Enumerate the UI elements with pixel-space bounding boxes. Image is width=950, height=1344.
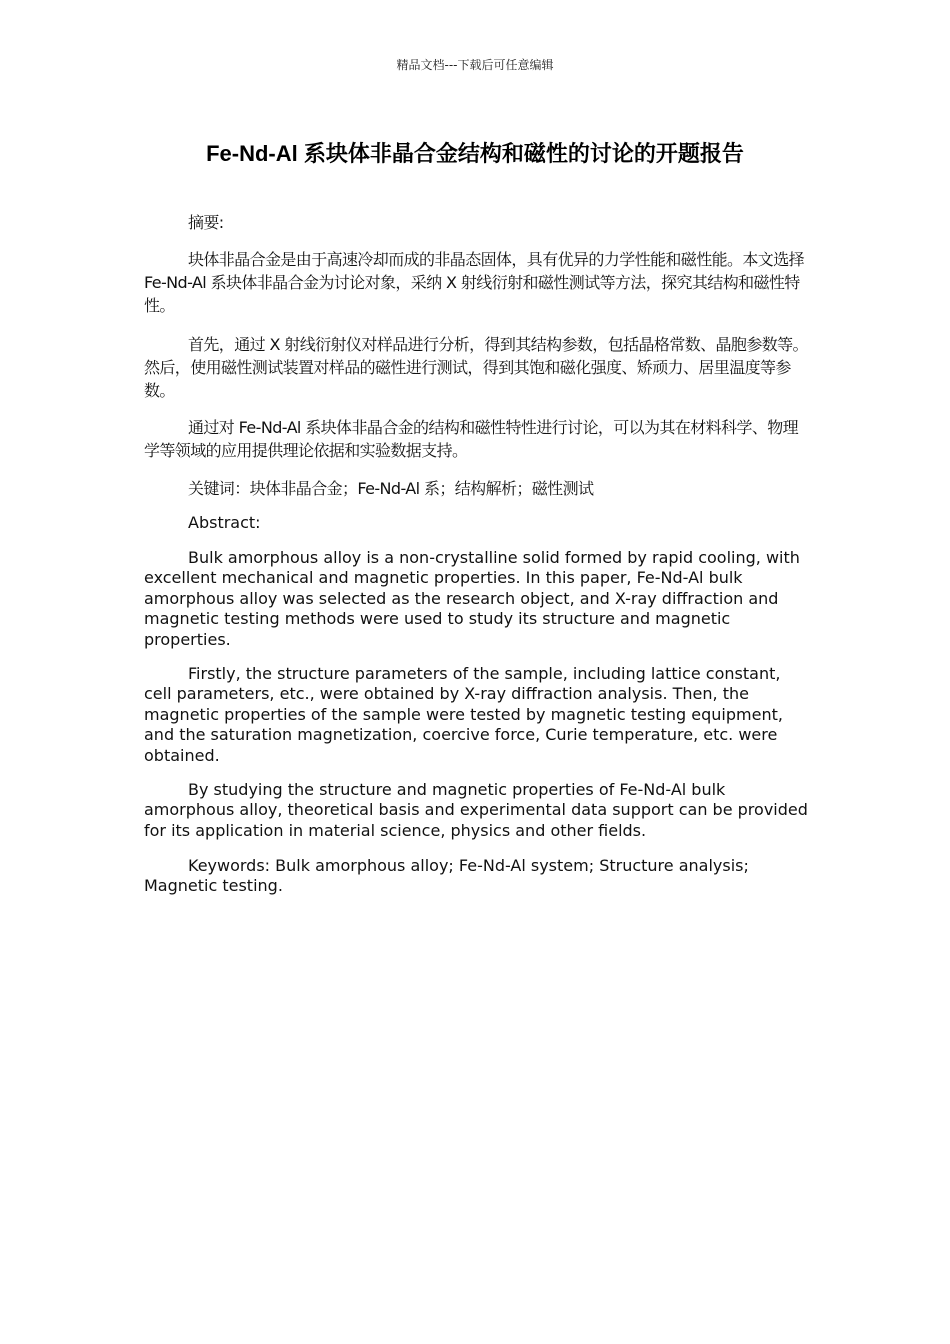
english-abstract-paragraph-3: By studying the structure and magnetic properties of Fe-Nd-Al bulk amorphous alloy, theoretical basis and experimental data support can be provided for its application in material science, physics and other fields. — [144, 780, 808, 840]
chinese-abstract-label: 摘要: — [188, 213, 224, 232]
english-abstract-paragraph-2: Firstly, the structure parameters of the sample, including lattice constant, cell parameters, etc., were obtained by X-ray diffraction analysis. Then, the magnetic properties of the sample were tested by magnetic testing equipment, and the saturation magnetization, coercive force, Curie temperature, etc. were obtained. — [144, 664, 783, 765]
english-abstract-paragraph-1: Bulk amorphous alloy is a non-crystalline solid formed by rapid cooling, with excellent mechanical and magnetic properties. In this paper, Fe-Nd-Al bulk amorphous alloy was selected as the research object, and X-ray diffraction and magnetic testing methods were used to study its structure and magnetic properties. — [144, 548, 800, 649]
english-keywords: Keywords: Bulk amorphous alloy; Fe-Nd-Al system; Structure analysis; Magnetic testing. — [144, 856, 749, 896]
page-header-note: 精品文档---下载后可任意编辑 — [396, 58, 554, 72]
document-title: Fe-Nd-Al 系块体非晶合金结构和磁性的讨论的开题报告 — [206, 141, 744, 166]
chinese-abstract-paragraph-2: 首先，通过 X 射线衍射仪对样品进行分析，得到其结构参数，包括晶格常数、晶胞参数等。然后，使用磁性测试装置对样品的磁性进行测试，得到其饱和磁化强度、矫顽力、居里温度等参数。 — [144, 335, 808, 400]
english-abstract-label: Abstract: — [188, 513, 261, 532]
chinese-keywords: 关键词：块体非晶合金；Fe-Nd-Al 系；结构解析；磁性测试 — [188, 479, 594, 498]
chinese-abstract-paragraph-1: 块体非晶合金是由于高速冷却而成的非晶态固体，具有优异的力学性能和磁性能。本文选择 Fe-Nd-Al 系块体非晶合金为讨论对象，采纳 X 射线衍射和磁性测试等方法，探究其结构和磁性特性。 — [144, 250, 805, 315]
chinese-abstract-paragraph-3: 通过对 Fe-Nd-Al 系块体非晶合金的结构和磁性特性进行讨论，可以为其在材料科学、物理学等领域的应用提供理论依据和实验数据支持。 — [144, 418, 799, 460]
